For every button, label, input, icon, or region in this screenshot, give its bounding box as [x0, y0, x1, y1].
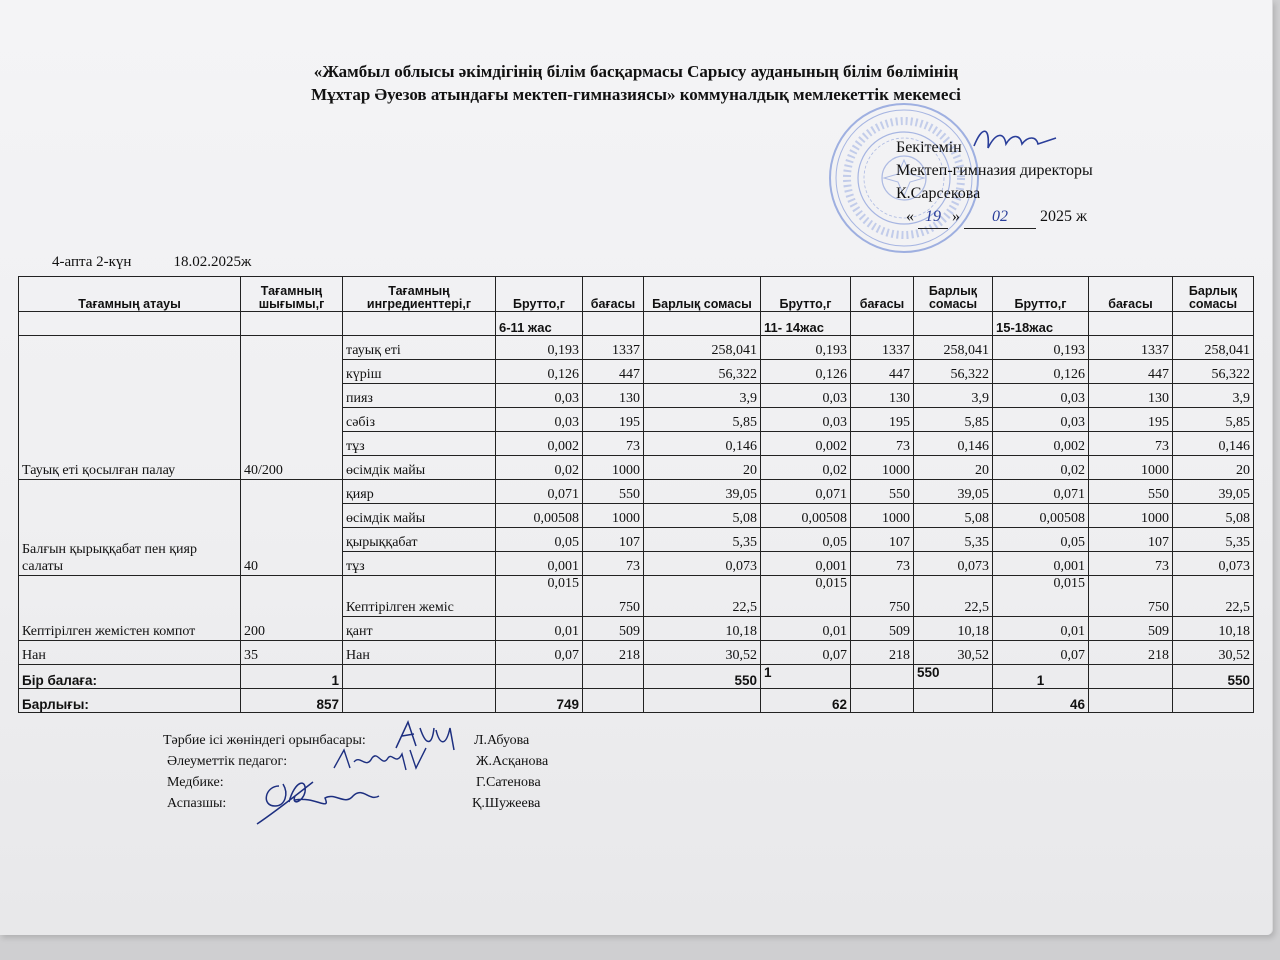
- ingredient-value: 39,05: [1173, 480, 1254, 504]
- ingredient-value: 218: [1089, 641, 1173, 665]
- ingredient-value: 0,05: [496, 528, 583, 552]
- empty-cell: [851, 689, 914, 713]
- empty-cell: [1089, 665, 1173, 689]
- ingredient-value: 218: [583, 641, 644, 665]
- ingredient-value: 750: [1089, 576, 1173, 617]
- ingredient-value: 0,015: [496, 576, 583, 617]
- ingredient-value: 39,05: [644, 480, 761, 504]
- staff-name: Л.Абуова: [474, 733, 530, 748]
- ingredient-value: 258,041: [1173, 336, 1254, 360]
- ingredient-value: 258,041: [914, 336, 993, 360]
- approval-month: 02: [964, 205, 1036, 229]
- empty-cell: [241, 312, 343, 336]
- approval-date: « 19 » 02 2025 ж: [906, 205, 1093, 229]
- ingredient-value: 3,9: [1173, 384, 1254, 408]
- ingredient-value: 5,35: [914, 528, 993, 552]
- column-header: Тағамның шығымы,г: [241, 277, 343, 312]
- cook-nurse-signature: [255, 772, 385, 828]
- table-row: [19, 336, 1254, 360]
- empty-cell: [851, 312, 914, 336]
- ingredient-value: 0,073: [914, 552, 993, 576]
- ingredient-value: 0,002: [496, 432, 583, 456]
- pedagogue-signature: [330, 744, 430, 774]
- ingredient-value: 195: [583, 408, 644, 432]
- ingredient-value: 0,001: [993, 552, 1089, 576]
- column-header: Брутто,г: [761, 277, 851, 312]
- ingredient-name: өсімдік майы: [343, 504, 496, 528]
- ingredient-value: 107: [1089, 528, 1173, 552]
- ingredient-value: 10,18: [644, 617, 761, 641]
- ingredient-value: 56,322: [644, 360, 761, 384]
- ingredient-value: 5,85: [914, 408, 993, 432]
- ingredient-value: 0,126: [993, 360, 1089, 384]
- ingredient-name: қант: [343, 617, 496, 641]
- table-header-row: [19, 277, 1254, 312]
- ingredient-value: 0,05: [993, 528, 1089, 552]
- ingredient-value: 20: [1173, 456, 1254, 480]
- staff-role: Тәрбие ісі жөніндегі орынбасары:: [163, 733, 366, 748]
- per-child-value: 1: [241, 665, 343, 689]
- ingredient-value: 0,01: [496, 617, 583, 641]
- ingredient-value: 5,08: [914, 504, 993, 528]
- table-row: [19, 576, 1254, 617]
- column-header: Тағамның ингредиенттері,г: [343, 277, 496, 312]
- total-row: [19, 689, 1254, 713]
- ingredient-value: 0,193: [496, 336, 583, 360]
- total-value: 857: [241, 689, 343, 713]
- ingredient-value: 0,126: [761, 360, 851, 384]
- ingredient-value: 550: [1089, 480, 1173, 504]
- staff-name: Г.Сатенова: [476, 775, 541, 790]
- ingredient-value: 1000: [1089, 456, 1173, 480]
- ingredient-value: 130: [583, 384, 644, 408]
- approval-day: 19: [918, 205, 948, 229]
- menu-table-body: [19, 277, 1254, 713]
- age-group-label: 15-18жас: [993, 312, 1089, 336]
- age-group-label: 11- 14жас: [761, 312, 851, 336]
- per-child-value: 1: [761, 665, 851, 689]
- ingredient-value: 56,322: [914, 360, 993, 384]
- ingredient-value: 10,18: [914, 617, 993, 641]
- total-value: 62: [761, 689, 851, 713]
- ingredient-value: 509: [1089, 617, 1173, 641]
- empty-cell: [644, 312, 761, 336]
- ingredient-value: 0,193: [761, 336, 851, 360]
- staff-role: Аспазшы:: [167, 796, 227, 811]
- empty-cell: [343, 665, 496, 689]
- ingredient-value: 73: [851, 552, 914, 576]
- empty-cell: [1173, 689, 1254, 713]
- column-header: бағасы: [583, 277, 644, 312]
- dish-name: Нан: [19, 641, 241, 665]
- ingredient-value: 1000: [851, 504, 914, 528]
- ingredient-value: 0,00508: [993, 504, 1089, 528]
- ingredient-value: 0,126: [496, 360, 583, 384]
- ingredient-value: 1000: [1089, 504, 1173, 528]
- ingredient-value: 1337: [851, 336, 914, 360]
- table-row: [19, 641, 1254, 665]
- per-child-value: 550: [644, 665, 761, 689]
- empty-cell: [583, 665, 644, 689]
- empty-cell: [583, 312, 644, 336]
- ingredient-value: 5,35: [644, 528, 761, 552]
- approval-year: 2025 ж: [1040, 208, 1088, 225]
- ingredient-name: пияз: [343, 384, 496, 408]
- ingredient-value: 0,015: [993, 576, 1089, 617]
- ingredient-value: 750: [851, 576, 914, 617]
- ingredient-value: 258,041: [644, 336, 761, 360]
- ingredient-value: 218: [851, 641, 914, 665]
- ingredient-value: 0,071: [993, 480, 1089, 504]
- total-value: 46: [993, 689, 1089, 713]
- menu-table: [18, 276, 1254, 713]
- column-header: Тағамның атауы: [19, 277, 241, 312]
- ingredient-value: 1000: [851, 456, 914, 480]
- org-title-line1: «Жамбыл облысы әкімдігінің білім басқармасы Сарысу ауданының білім бөлімінің: [313, 62, 959, 81]
- column-header: Брутто,г: [496, 277, 583, 312]
- empty-cell: [914, 689, 993, 713]
- ingredient-value: 0,071: [496, 480, 583, 504]
- column-header: Барлық сомасы: [1173, 277, 1254, 312]
- ingredient-value: 0,07: [761, 641, 851, 665]
- menu-date: 18.02.2025ж: [173, 254, 252, 270]
- director-signature: [970, 122, 1060, 156]
- empty-cell: [1173, 312, 1254, 336]
- ingredient-value: 0,146: [1173, 432, 1254, 456]
- empty-cell: [1089, 689, 1173, 713]
- ingredient-value: 73: [583, 432, 644, 456]
- ingredient-value: 0,073: [644, 552, 761, 576]
- ingredient-value: 0,146: [644, 432, 761, 456]
- ingredient-value: 73: [1089, 432, 1173, 456]
- ingredient-value: 5,35: [1173, 528, 1254, 552]
- ingredient-value: 22,5: [644, 576, 761, 617]
- ingredient-value: 0,001: [496, 552, 583, 576]
- ingredient-value: 73: [1089, 552, 1173, 576]
- dish-name: Кептірілген жемістен компот: [19, 576, 241, 641]
- per-child-value: 1: [993, 665, 1089, 689]
- empty-cell: [851, 665, 914, 689]
- ingredient-value: 5,85: [644, 408, 761, 432]
- ingredient-value: 0,01: [993, 617, 1089, 641]
- staff-role: Әлеуметтік педагог:: [167, 754, 288, 769]
- per-child-value: 550: [1173, 665, 1254, 689]
- ingredient-name: сәбіз: [343, 408, 496, 432]
- ingredient-value: 3,9: [644, 384, 761, 408]
- column-header: бағасы: [851, 277, 914, 312]
- ingredient-value: 30,52: [914, 641, 993, 665]
- empty-cell: [644, 689, 761, 713]
- column-header: Барлық сомасы: [644, 277, 761, 312]
- ingredient-name: Кептірілген жеміс: [343, 576, 496, 617]
- ingredient-value: 20: [914, 456, 993, 480]
- ingredient-value: 550: [583, 480, 644, 504]
- total-value: 749: [496, 689, 583, 713]
- ingredient-value: 447: [583, 360, 644, 384]
- dish-name: Тауық еті қосылған палау: [19, 336, 241, 480]
- empty-cell: [583, 689, 644, 713]
- ingredient-value: 1000: [583, 504, 644, 528]
- ingredient-value: 0,03: [761, 408, 851, 432]
- ingredient-value: 0,02: [993, 456, 1089, 480]
- ingredient-name: қияр: [343, 480, 496, 504]
- empty-cell: [914, 312, 993, 336]
- ingredient-value: 0,03: [993, 384, 1089, 408]
- column-header: Брутто,г: [993, 277, 1089, 312]
- day-info: [52, 254, 293, 271]
- ingredient-value: 0,07: [993, 641, 1089, 665]
- week-day: 4-апта 2-күн: [52, 254, 132, 270]
- ingredient-name: тауық еті: [343, 336, 496, 360]
- approval-name: К.Сарсекова: [896, 185, 981, 202]
- ingredient-value: 1337: [1089, 336, 1173, 360]
- dish-name: Балғын қырыққабат пен қияр салаты: [19, 480, 241, 576]
- ingredient-value: 5,08: [1173, 504, 1254, 528]
- ingredient-value: 20: [644, 456, 761, 480]
- ingredient-value: 447: [851, 360, 914, 384]
- ingredient-value: 0,00508: [496, 504, 583, 528]
- ingredient-value: 0,00508: [761, 504, 851, 528]
- ingredient-name: күріш: [343, 360, 496, 384]
- ingredient-value: 0,05: [761, 528, 851, 552]
- ingredient-value: 750: [583, 576, 644, 617]
- ingredient-value: 56,322: [1173, 360, 1254, 384]
- empty-cell: [1089, 312, 1173, 336]
- ingredient-value: 0,01: [761, 617, 851, 641]
- ingredient-name: Нан: [343, 641, 496, 665]
- ingredient-value: 0,071: [761, 480, 851, 504]
- org-title-line2: Мұхтар Әуезов атындағы мектеп-гимназиясы» коммуналдық мемлекеттік мекемесі: [311, 85, 961, 104]
- ingredient-value: 39,05: [914, 480, 993, 504]
- empty-cell: [343, 689, 496, 713]
- ingredient-value: 3,9: [914, 384, 993, 408]
- per-child-label: Бір балаға:: [19, 665, 241, 689]
- dish-yield: 35: [241, 641, 343, 665]
- ingredient-value: 0,193: [993, 336, 1089, 360]
- empty-cell: [496, 665, 583, 689]
- ingredient-name: қырыққабат: [343, 528, 496, 552]
- ingredient-value: 0,073: [1173, 552, 1254, 576]
- empty-cell: [343, 312, 496, 336]
- per-child-value: 550: [914, 665, 993, 689]
- ingredient-value: 5,85: [1173, 408, 1254, 432]
- ingredient-value: 447: [1089, 360, 1173, 384]
- total-label: Барлығы:: [19, 689, 241, 713]
- ingredient-value: 1000: [583, 456, 644, 480]
- ingredient-value: 550: [851, 480, 914, 504]
- ingredient-value: 0,002: [993, 432, 1089, 456]
- ingredient-name: тұз: [343, 432, 496, 456]
- ingredient-value: 0,07: [496, 641, 583, 665]
- ingredient-value: 509: [851, 617, 914, 641]
- staff-role: Медбике:: [167, 775, 224, 790]
- ingredient-value: 195: [1089, 408, 1173, 432]
- ingredient-value: 1337: [583, 336, 644, 360]
- dish-yield: 40/200: [241, 336, 343, 480]
- ingredient-value: 0,03: [496, 384, 583, 408]
- age-group-row: [19, 312, 1254, 336]
- ingredient-value: 0,002: [761, 432, 851, 456]
- ingredient-value: 195: [851, 408, 914, 432]
- approval-label: Бекітемін: [896, 139, 962, 156]
- ingredient-value: 22,5: [1173, 576, 1254, 617]
- ingredient-value: 0,03: [993, 408, 1089, 432]
- ingredient-value: 130: [1089, 384, 1173, 408]
- ingredient-value: 0,146: [914, 432, 993, 456]
- ingredient-value: 0,02: [761, 456, 851, 480]
- ingredient-value: 10,18: [1173, 617, 1254, 641]
- age-group-label: 6-11 жас: [496, 312, 583, 336]
- ingredient-value: 30,52: [644, 641, 761, 665]
- dish-yield: 200: [241, 576, 343, 641]
- staff-name: Қ.Шужеева: [472, 796, 541, 811]
- ingredient-name: тұз: [343, 552, 496, 576]
- per-child-row: [19, 665, 1254, 689]
- column-header: Барлық сомасы: [914, 277, 993, 312]
- ingredient-value: 0,001: [761, 552, 851, 576]
- ingredient-value: 73: [851, 432, 914, 456]
- ingredient-value: 0,03: [496, 408, 583, 432]
- table-row: [19, 480, 1254, 504]
- dish-yield: 40: [241, 480, 343, 576]
- ingredient-name: өсімдік майы: [343, 456, 496, 480]
- ingredient-value: 107: [583, 528, 644, 552]
- ingredient-value: 107: [851, 528, 914, 552]
- ingredient-value: 22,5: [914, 576, 993, 617]
- ingredient-value: 0,015: [761, 576, 851, 617]
- approval-position: Мектеп-гимназия директоры: [896, 162, 1093, 179]
- staff-name: Ж.Асқанова: [476, 754, 549, 769]
- empty-cell: [19, 312, 241, 336]
- ingredient-value: 5,08: [644, 504, 761, 528]
- ingredient-value: 73: [583, 552, 644, 576]
- ingredient-value: 0,03: [761, 384, 851, 408]
- ingredient-value: 130: [851, 384, 914, 408]
- column-header: бағасы: [1089, 277, 1173, 312]
- ingredient-value: 509: [583, 617, 644, 641]
- ingredient-value: 0,02: [496, 456, 583, 480]
- ingredient-value: 30,52: [1173, 641, 1254, 665]
